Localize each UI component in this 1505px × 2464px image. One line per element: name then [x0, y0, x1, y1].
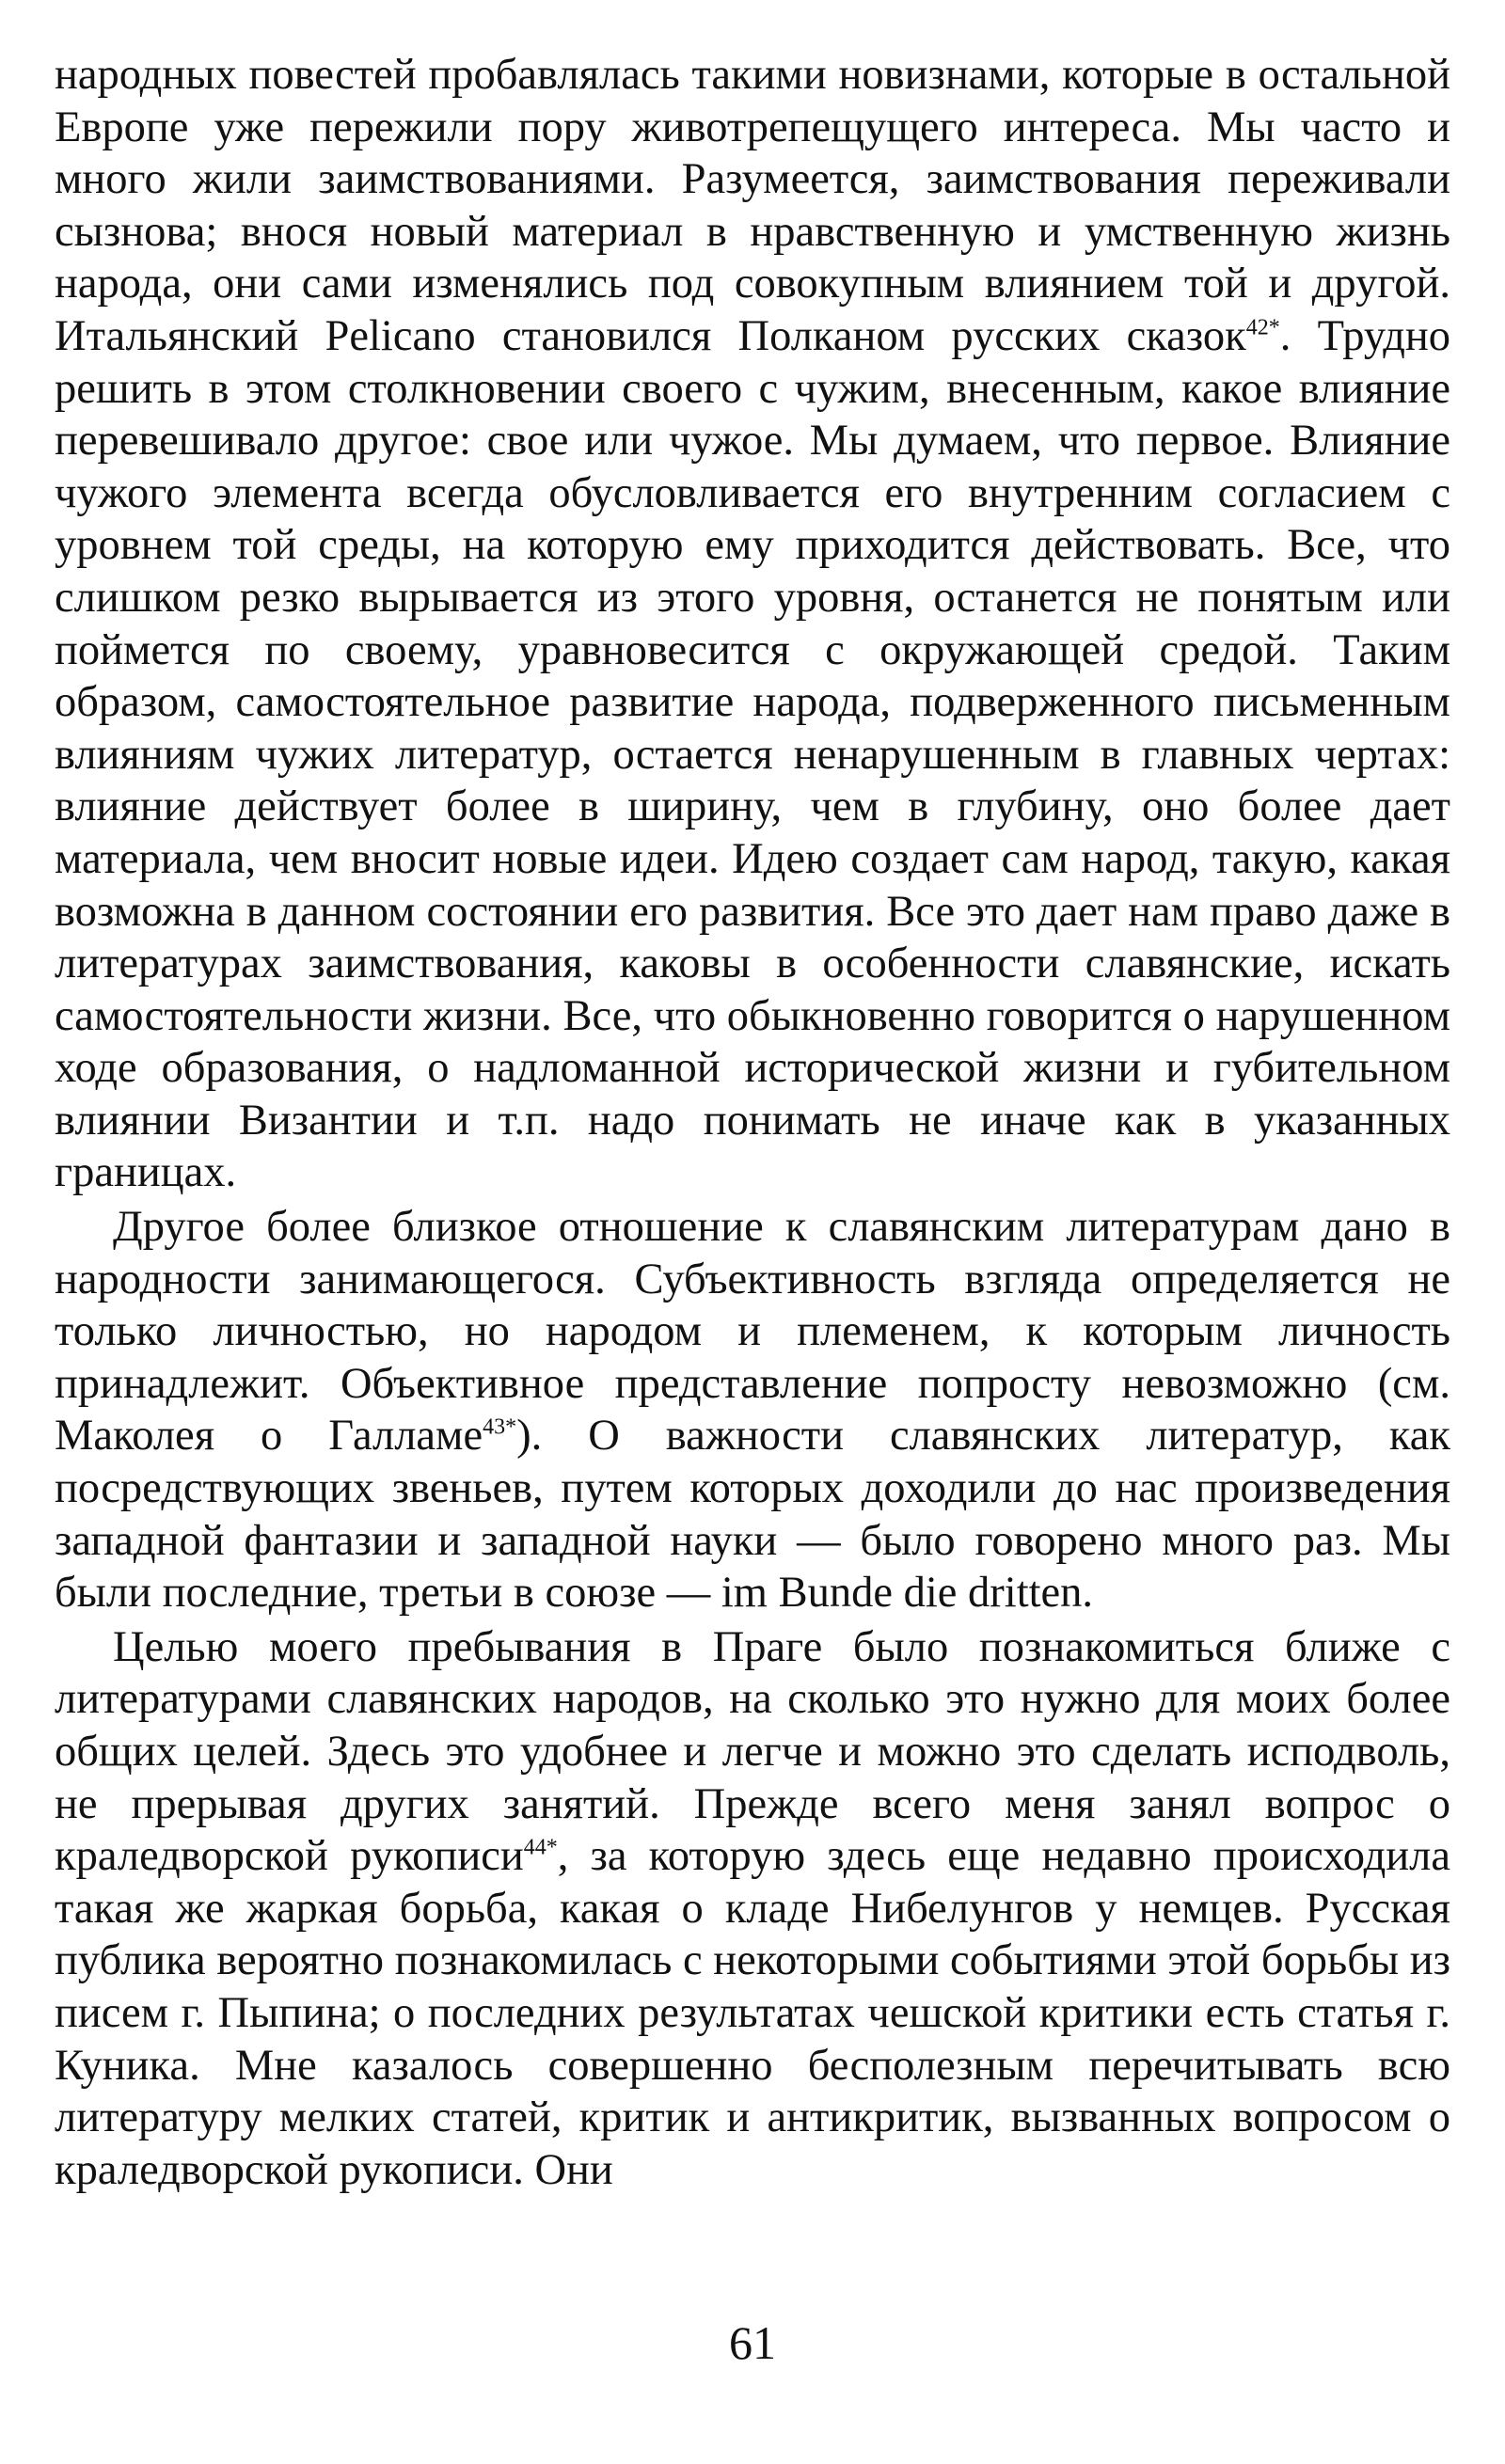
footnote-marker-42: 42* [1245, 315, 1280, 340]
paragraph-3-text-b: , за которую здесь еще недавно происходила такая же жаркая борьба, какая о кладе Нибелунгов у немцев. Русская публика вероятно познакомилась с некоторыми событиями этой борьбы из писем г. Пыпина; о последних результатах чешской критики есть статья г. Куника. Мне казалось совершенно бесполезным перечитывать всю литературу мелких статей, критик и антикритик, вызванных вопросом о краледворской рукописи. Они [55, 1832, 1450, 2194]
page-text [55, 49, 1450, 2196]
paragraph-2-text-a: Другое более близкое отношение к славянским литературам дано в народности занимающегося. Субъективность взгляда определяется не только личностью, но народом и племенем, к которым личность принадлежит. Объективное представление попросту невозможно (см. Маколея о Галламе [55, 1203, 1450, 1461]
paragraph-3 [55, 1621, 1450, 2197]
page-number: 61 [729, 2316, 776, 2369]
paragraph-1 [55, 49, 1450, 1199]
paragraph-2 [55, 1201, 1450, 1619]
paragraph-1-text-a: народных повестей пробавлялась такими новизнами, которые в остальной Европе уже пережили пору животрепещущего интереса. Мы часто и много жили заимствованиями. Разумеется, заимствования переживали сызнова; внося новый материал в нравственную и умственную жизнь народа, они сами изменялись под совокупным влиянием той и другой. Итальянский Pelicano становился Полканом русских сказок [55, 51, 1450, 360]
paragraph-3-text-a: Целью моего пребывания в Праге было познакомиться ближе с литературами славянских народов, на сколько это нужно для моих более общих целей. Здесь это удобнее и легче и можно это сделать исподволь, не прерывая других занятий. Прежде всего меня занял вопрос о краледворской рукописи [55, 1622, 1450, 1881]
paragraph-1-text-b: . Трудно решить в этом столкновении своего с чужим, внесенным, какое влияние перевешивало другое: свое или чужое. Мы думаем, что первое. Влияние чужого элемента всегда обусловливается его внутренним согласием с уровнем той среды, на которую ему приходится действовать. Все, что слишком резко вырывается из этого уровня, останется не понятым или поймется по своему, уравновесится с окружающей средой. Таким образом, самостоятельное развитие народа, подверженного письменным влияниям чужих литератур, остается ненарушенным в главных чертах: влияние действует более в ширину, чем в глубину, оно более дает материала, чем вносит новые идеи. Идею создает сам народ, такую, какая возможна в данном состоянии его развития. Все это дает нам право даже в литературах заимствования, каковы в особенности славянские, искать самостоятельности жизни. Все, что обыкновенно говорится о нарушенном ходе образования, о надломанной исторической жизни и губительном влиянии Византии и т.п. надо понимать не иначе как в указанных границах. [55, 311, 1450, 1197]
paragraph-2-text-b: ). О важности славянских литератур, как посредствующих звеньев, путем которых доходили до нас произведения западной фантазии и западной науки — было говорено много раз. Мы были последние, третьи в союзе — im Bunde die dritten. [55, 1412, 1450, 1618]
footnote-marker-44: 44* [523, 1835, 558, 1860]
footnote-marker-43: 43* [483, 1414, 517, 1440]
